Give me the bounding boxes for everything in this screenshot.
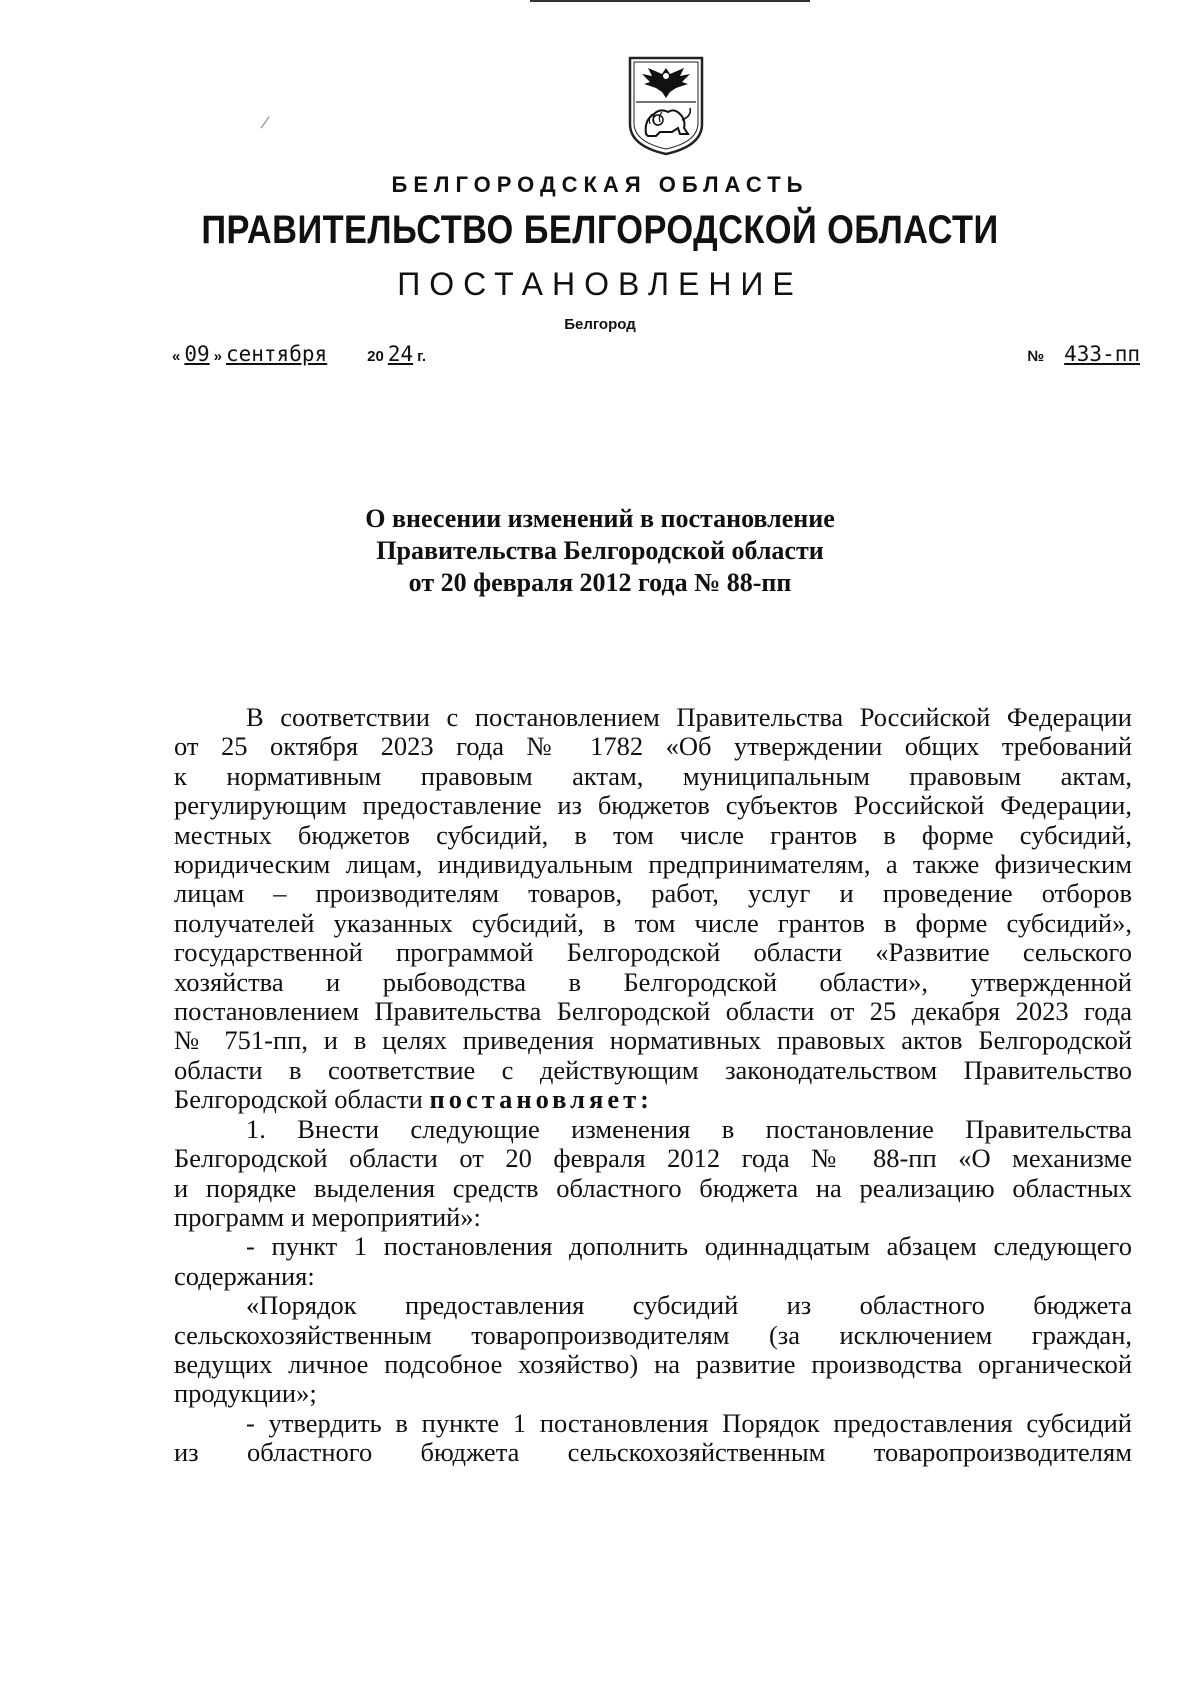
- date-open-quote: «: [172, 348, 181, 365]
- body-text: Белгородской области: [174, 1084, 430, 1115]
- body-line: и порядке выделения средств областного бюджета на реализацию областных: [174, 1172, 1132, 1203]
- body-line: Белгородской области от 20 февраля 2012 года № 88-пп «О механизме: [174, 1143, 1132, 1174]
- body-line: получателей указанных субсидий, в том числе грантов в форме субсидий»,: [174, 907, 1132, 938]
- body-line: от 25 октября 2023 года № 1782 «Об утверждении общих требований: [174, 731, 1132, 762]
- body-line: - пункт 1 постановления дополнить одиннадцатым абзацем следующего: [246, 1231, 1132, 1262]
- date-year-mark: г.: [417, 348, 427, 365]
- top-edge-line: [530, 0, 810, 2]
- title-line-2: Правительства Белгородской области: [376, 536, 824, 565]
- body-line: - утвердить в пункте 1 постановления Порядок предоставления субсидий: [246, 1407, 1132, 1438]
- number-value: 433-пп: [1064, 342, 1140, 366]
- date-year-suffix: 24: [387, 342, 414, 366]
- date-close-quote: »: [213, 348, 222, 365]
- body-line: местных бюджетов субсидий, в том числе грантов в форме субсидий,: [174, 819, 1132, 850]
- body-line: 1. Внести следующие изменения в постановление Правительства: [246, 1113, 1132, 1144]
- body-line: сельскохозяйственным товаропроизводителям (за исключением граждан,: [174, 1319, 1132, 1350]
- body-line: регулирующим предоставление из бюджетов субъектов Российской Федерации,: [174, 790, 1132, 821]
- body-line: к нормативным правовым актам, муниципальным правовым актам,: [174, 760, 1132, 791]
- date-day: 09: [184, 342, 210, 366]
- resolves-word: постановляет:: [429, 1084, 653, 1115]
- body-line: государственной программой Белгородской области «Развитие сельского: [174, 937, 1132, 968]
- body-line: содержания:: [174, 1260, 315, 1291]
- body-line: хозяйства и рыбоводства в Белгородской области», утвержденной: [174, 966, 1132, 997]
- title-line-1: О внесении изменений в постановление: [365, 504, 835, 533]
- city-name: Белгород: [564, 316, 636, 333]
- body-line: «Порядок предоставления субсидий из областного бюджета: [246, 1290, 1132, 1321]
- document-date: [172, 342, 426, 366]
- body-line: № 751-пп, и в целях приведения нормативных правовых актов Белгородской: [174, 1025, 1132, 1056]
- date-month: сентября: [225, 342, 328, 366]
- body-line: постановлением Правительства Белгородской области от 25 декабря 2023 года: [174, 996, 1132, 1027]
- body-line: программ и мероприятий»:: [174, 1201, 481, 1232]
- body-line: ведущих личное подсобное хозяйство) на развитие производства органической: [174, 1348, 1132, 1379]
- document-title: [0, 503, 1200, 599]
- document-body: [174, 703, 1132, 1468]
- title-line-3: от 20 февраля 2012 года № 88-пп: [408, 568, 792, 597]
- body-line: юридическим лицам, индивидуальным предпринимателям, а также физическим: [174, 849, 1132, 880]
- body-line: продукции»;: [174, 1378, 317, 1409]
- body-line: из областного бюджета сельскохозяйственным товаропроизводителям: [174, 1437, 1132, 1468]
- body-line: В соответствии с постановлением Правительства Российской Федерации: [246, 702, 1132, 732]
- body-line: области в соответствие с действующим законодательством Правительство: [174, 1054, 1132, 1085]
- document-number: [1027, 342, 1144, 366]
- pen-mark: [261, 116, 270, 128]
- number-label: №: [1027, 348, 1045, 365]
- date-year-prefix: 20: [367, 348, 384, 365]
- document-type: ПОСТАНОВЛЕНИЕ: [397, 266, 803, 302]
- region-name: БЕЛГОРОДСКАЯ ОБЛАСТЬ: [391, 172, 809, 197]
- body-line: [174, 1085, 1132, 1114]
- belgorod-coat-of-arms-icon: [626, 54, 706, 156]
- body-line: лицам – производителям товаров, работ, услуг и проведение отборов: [174, 878, 1132, 909]
- government-name: ПРАВИТЕЛЬСТВО БЕЛГОРОДСКОЙ ОБЛАСТИ: [201, 208, 999, 252]
